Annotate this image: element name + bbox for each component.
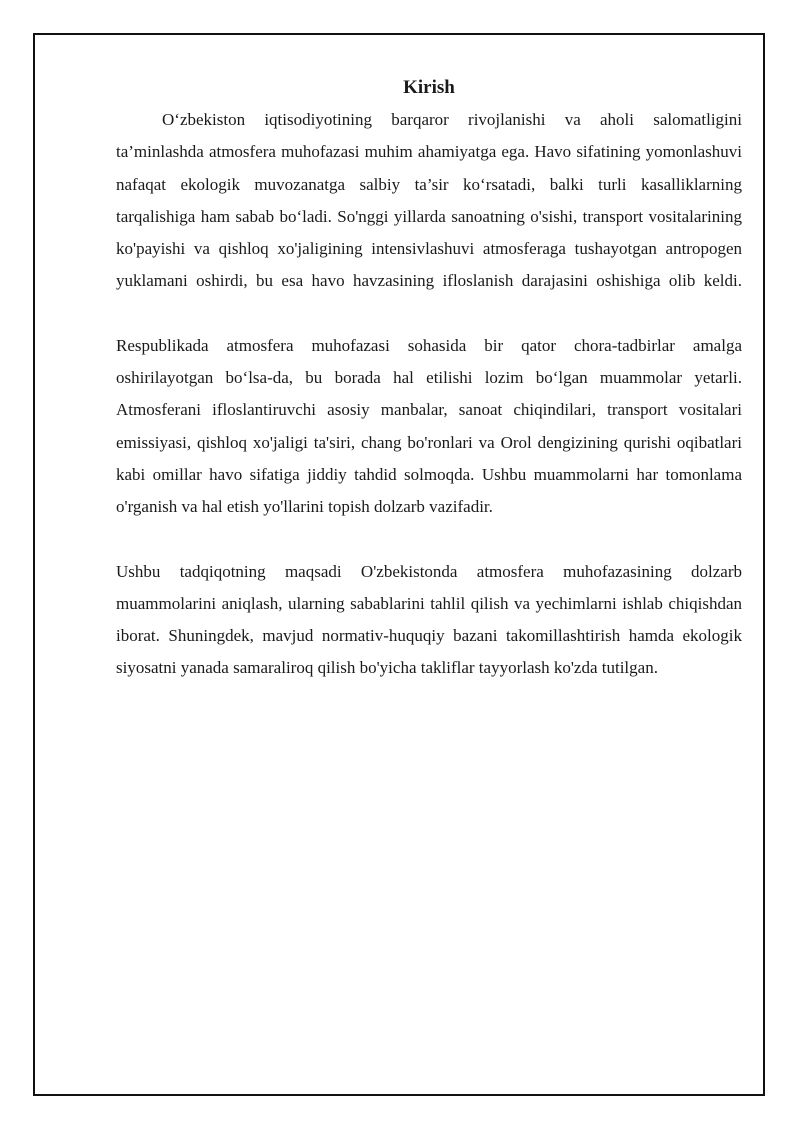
paragraph-goal: Ushbu tadqiqotning maqsadi O'zbekistonda atmosfera muhofazasining dolzarb muammolarini aniqlash, ularning sabablarini tahlil qilish va yechimlarni ishlab chiqishdan iborat. Shuningdek, mavjud normativ-huquqiy bazani takomillashtirish hamda ekologik siyosatni yanada samaraliroq qilish bo'yicha takliflar tayyorlash ko'zda tutilgan. [116,561,742,678]
section-title: Kirish [403,77,455,98]
document-body [116,72,742,717]
paragraph-problems: Respublikada atmosfera muhofazasi sohasida bir qator chora-tadbirlar amalga oshirilayotgan bo‘lsa-da, bu borada hal etilishi lozim bo‘lgan muammolar yetarli. Atmosferani ifloslantiruvchi asosiy manbalar, sanoat chiqindilari, transport vositalari emissiyasi, qishloq xo'jaligi ta'siri, chang bo'ronlari va Orol dengizining qurishi oqibatlari kabi omillar havo sifatiga jiddiy tahdid solmoqda. Ushbu muammolarni har tomonlama o'rganish va hal etish yo'llarini topish dolzarb vazifadir. [116,335,742,517]
paragraph-intro: O‘zbekiston iqtisodiyotining barqaror rivojlanishi va aholi salomatligini ta’minlashda atmosfera muhofazasi muhim ahamiyatga ega. Havo sifatining yomonlashuvi nafaqat ekologik muvozanatga salbiy ta’sir ko‘rsatadi, balki turli kasalliklarning tarqalishiga ham sabab bo‘ladi. So'nggi yillarda sanoatning o'sishi, transport vositalarining ko'payishi va qishloq xo'jaligining intensivlashuvi atmosferaga tushayotgan antropogen yuklamani oshirdi, bu esa havo havzasining ifloslanish darajasini oshishiga olib keldi. [116,110,742,291]
